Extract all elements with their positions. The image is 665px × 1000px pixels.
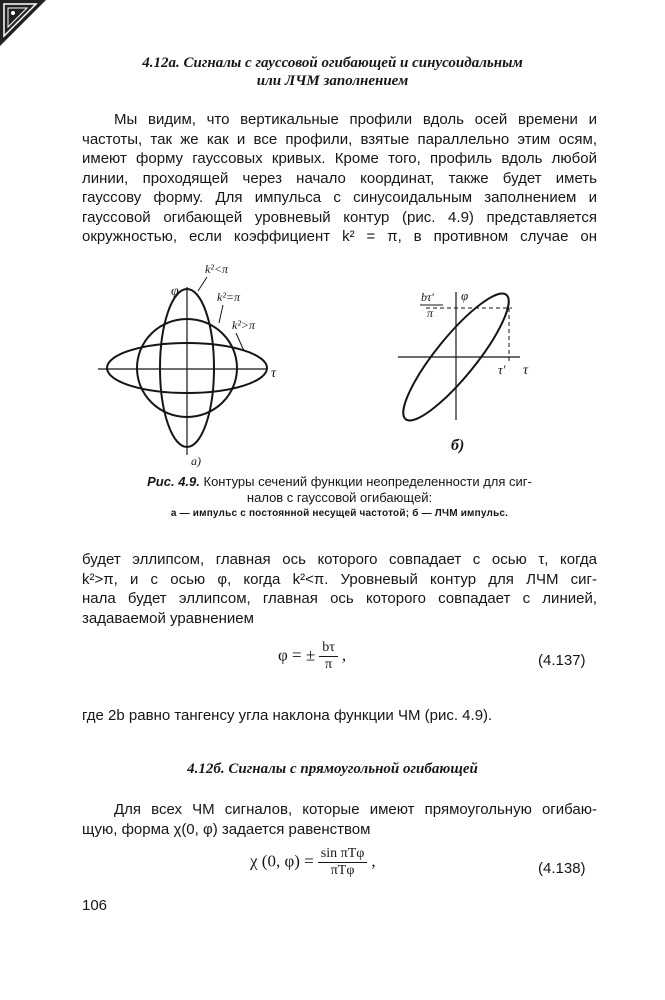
equation-number-4-138: (4.138): [538, 860, 586, 877]
section-heading-a: [60, 54, 605, 90]
eq138-fraction: [318, 846, 368, 879]
text-line: гауссову форму. Для импульса с синусоидальным заполнением и: [82, 189, 597, 206]
label-tau-prime: τ′: [498, 362, 506, 377]
paragraph-slope: [82, 706, 597, 726]
section-heading-b: 4.12б. Сигналы с прямоугольной огибающей: [187, 761, 478, 777]
label-k2-greater-pi: k²>π: [232, 318, 256, 332]
text-line: частоты, так же как и все профили, взятые параллельно этим осям,: [82, 130, 597, 148]
section-heading-a-line1: 4.12а. Сигналы с гауссовой огибающей и синусоидальным: [142, 55, 523, 71]
paragraph-intro: [82, 110, 597, 247]
text-line: задаваемой уравнением: [82, 609, 254, 627]
label-tau: τ: [523, 363, 529, 378]
eq137-lhs: φ = ±: [278, 645, 316, 665]
equation-4-137: [278, 640, 346, 673]
eq137-numerator: bτ: [319, 640, 338, 657]
eq137-tail: ,: [341, 645, 347, 665]
figure-a-contours: [95, 255, 295, 470]
caption-line1: [82, 474, 597, 490]
equation-4-138: [250, 846, 376, 879]
eq138-lhs: χ (0, φ) =: [250, 851, 314, 871]
label-tau: τ: [271, 366, 277, 381]
label-sub-a: а): [191, 454, 201, 468]
caption-line2: налов с гауссовой огибающей:: [246, 490, 433, 505]
text-line: линии, проходящей через начало координат, также будет иметь: [82, 169, 597, 187]
label-sub-b: б): [451, 437, 465, 454]
text-line: имеют форму гауссовых кривых. Кроме того, профиль вдоль любой: [82, 150, 597, 167]
text-line: гауссовой огибающей уровневый контур (рис. 4.9) представляется: [82, 208, 597, 226]
text-line: k²>π, и с осью φ, когда k²<π. Уровневый контур для ЛЧМ сиг-: [82, 570, 597, 588]
text-line: щую, форма χ(0, φ) задается равенством: [82, 820, 371, 838]
eq137-denominator: π: [325, 657, 333, 672]
page-number: 106: [82, 897, 108, 914]
label-b-tau-prime-over-pi-den: π: [427, 306, 434, 320]
figure-caption: [82, 474, 597, 522]
label-k2-less-pi: k²<π: [205, 262, 229, 276]
label-b-tau-prime-over-pi-num: bτ′: [421, 290, 434, 304]
text-line: Для всех ЧМ сигналов, которые имеют прямоугольную огибаю-: [114, 801, 597, 818]
eq138-denominator: πTφ: [330, 863, 355, 878]
text-line: Мы видим, что вертикальные профили вдоль осей времени и: [114, 111, 597, 128]
equation-number-4-137: (4.137): [538, 652, 586, 669]
text-line: будет эллипсом, главная ось которого совпадает с осью τ, когда: [82, 551, 597, 568]
paragraph-ellipse: [82, 550, 597, 628]
text-line: где 2b равно тангенсу угла наклона функции ЧМ (рис. 4.9).: [82, 707, 493, 724]
label-phi: φ: [461, 288, 469, 303]
corner-ornament: [0, 0, 46, 46]
text-line: окружностью, если коэффициент k² = π, в противном случае он: [82, 228, 597, 245]
paragraph-rect: [82, 800, 597, 839]
caption-label: Рис. 4.9.: [147, 474, 200, 489]
eq138-tail: ,: [371, 851, 376, 871]
section-heading-a-line2: или ЛЧМ заполнением: [256, 73, 409, 89]
label-phi: φ: [171, 284, 179, 299]
caption-line3: а — импульс с постоянной несущей частотой; б — ЛЧМ импульс.: [170, 508, 509, 519]
figure-b-lfm-contour: [380, 280, 545, 455]
eq138-numerator: sin πTφ: [318, 846, 368, 863]
eq137-fraction: [319, 640, 338, 673]
text-line: нала будет эллипсом, главная ось которого совпадает с линией,: [82, 590, 597, 607]
label-k2-equal-pi: k²=π: [217, 290, 241, 304]
caption-text-1: Контуры сечений функции неопределенности для сиг-: [203, 474, 532, 489]
